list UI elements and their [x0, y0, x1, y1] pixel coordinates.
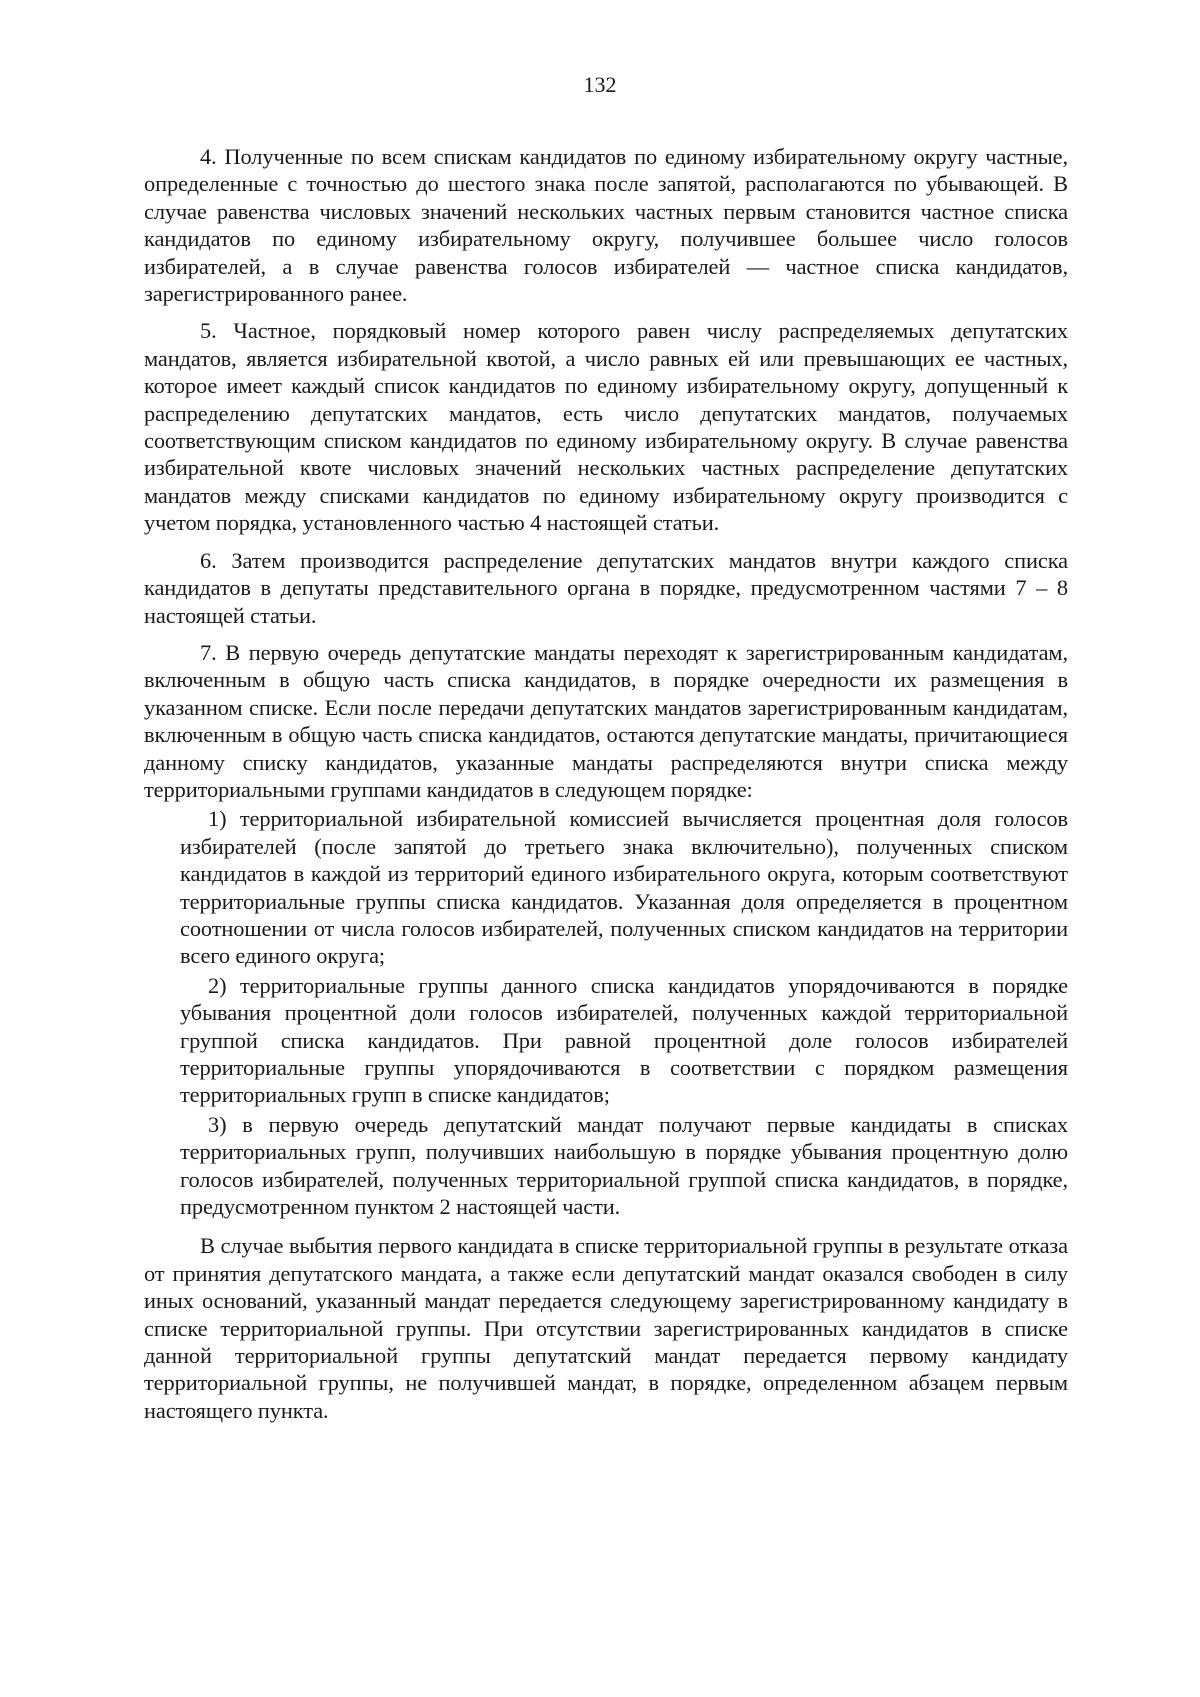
- paragraph-4: 4. Полученные по всем спискам кандидатов по единому избирательному округу частные, определенные с точностью до шестого знака после запятой, располагаются по убывающей. В случае равенства числовых значений нескольких частных первым становится частное списка кандидатов по единому избирательному округу, получившее большее число голосов избирателей, а в случае равенства голосов избирателей — частное списка кандидатов, зарегистрированного ранее.: [144, 144, 1068, 307]
- paragraph-7-item-2: 2) территориальные группы данного списка кандидатов упорядочиваются в порядке убывания процентной доли голосов избирателей, полученных каждой территориальной группой списка кандидатов. При равной процентной доле голосов избирателей территориальные группы упорядочиваются в соответствии с порядком размещения территориальных групп в списке кандидатов;: [180, 972, 1068, 1108]
- paragraph-7: 7. В первую очередь депутатские мандаты переходят к зарегистрированным кандидатам, включенным в общую часть списка кандидатов, в порядке очередности их размещения в указанном списке. Если после передачи депутатских мандатов зарегистрированным кандидатам, включенным в общую часть списка кандидатов, остаются депутатские мандаты, причитающиеся данному списку кандидатов, указанные мандаты распределяются внутри списка между территориальными группами кандидатов в следующем порядке:: [144, 639, 1068, 802]
- paragraph-6: 6. Затем производится распределение депутатских мандатов внутри каждого списка кандидатов в депутаты представительного органа в порядке, предусмотренном частями 7 – 8 настоящей статьи.: [144, 547, 1068, 628]
- page-number: 132: [583, 72, 617, 97]
- paragraph-5: 5. Частное, порядковый номер которого равен числу распределяемых депутатских мандатов, является избирательной квотой, а число равных ей или превышающих ее частных, которое имеет каждый список кандидатов по единому избирательному округу, допущенный к распределению депутатских мандатов, есть число депутатских мандатов, получаемых соответствующим списком кандидатов по единому избирательному округу. В случае равенства избирательной квоте числовых значений нескольких частных распределение депутатских мандатов между списками кандидатов по единому избирательному округу производится с учетом порядка, установленного частью 4 настоящей статьи.: [144, 318, 1068, 536]
- paragraph-vacancy: В случае выбытия первого кандидата в списке территориальной группы в результате отказа от принятия депутатского мандата, а также если депутатский мандат оказался свободен в силу иных оснований, указанный мандат передается следующему зарегистрированному кандидату в списке территориальной группы. При отсутствии зарегистрированных кандидатов в списке данной территориальной группы депутатский мандат передается первому кандидату территориальной группы, не получившей мандат, в порядке, определенном абзацем первым настоящего пункта.: [144, 1233, 1068, 1423]
- paragraph-7-item-3: 3) в первую очередь депутатский мандат получают первые кандидаты в списках территориальных групп, получивших наибольшую в порядке убывания процентную долю голосов избирателей, полученных территориальной группой списка кандидатов, в порядке, предусмотренном пунктом 2 настоящей части.: [180, 1111, 1068, 1220]
- document-body: [144, 143, 1068, 1434]
- paragraph-7-item-1: 1) территориальной избирательной комиссией вычисляется процентная доля голосов избирателей (после запятой до третьего знака включительно), полученных списком кандидатов в каждой из территорий единого избирательного округа, которым соответствуют территориальные группы списка кандидатов. Указанная доля определяется в процентном соотношении от числа голосов избирателей, полученных списком кандидатов на территории всего единого округа;: [180, 806, 1068, 969]
